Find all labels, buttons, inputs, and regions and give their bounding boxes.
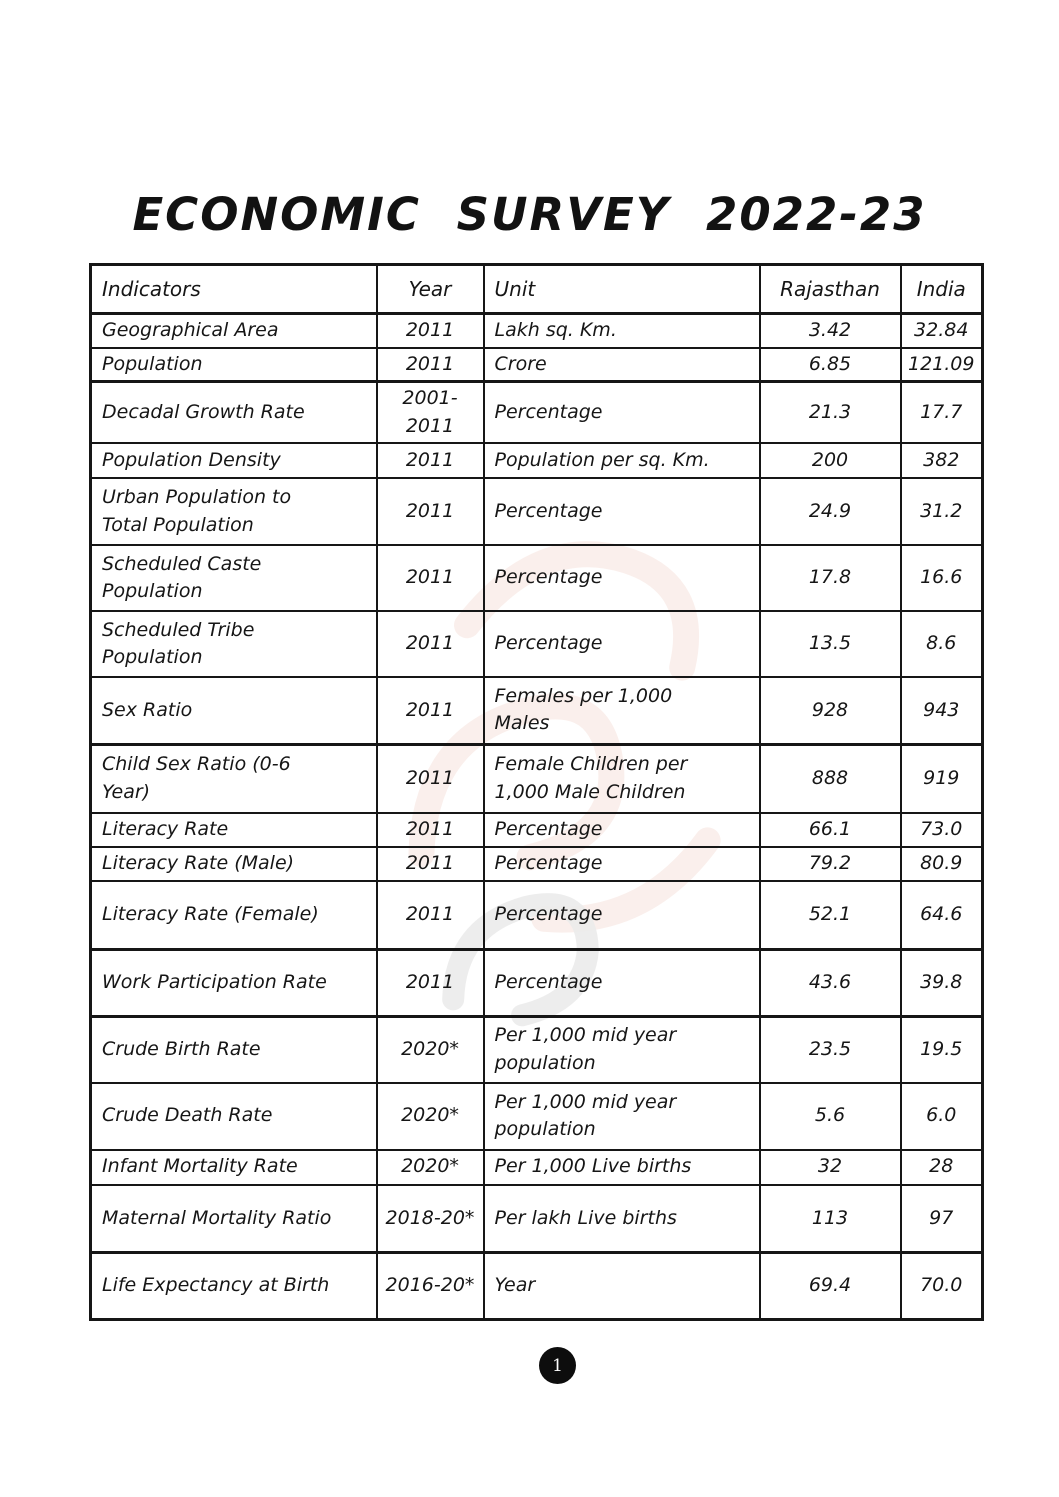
- table-cell: 52.1: [760, 881, 901, 950]
- table-cell: Female Children per 1,000 Male Children: [484, 744, 760, 813]
- table-cell: 32: [760, 1150, 901, 1185]
- indicator-cell: Population: [91, 348, 377, 382]
- table-cell: 2011: [377, 611, 484, 677]
- table-cell: 17.7: [901, 382, 983, 444]
- indicator-cell: Life Expectancy at Birth: [91, 1253, 377, 1320]
- table-cell: 79.2: [760, 847, 901, 881]
- table-cell: 23.5: [760, 1017, 901, 1083]
- table-cell: Percentage: [484, 813, 760, 847]
- table-cell: Crore: [484, 348, 760, 382]
- table-row: [91, 1017, 983, 1083]
- table-cell: Percentage: [484, 881, 760, 950]
- table-row: [91, 1253, 983, 1320]
- table-cell: Percentage: [484, 847, 760, 881]
- table-cell: 928: [760, 677, 901, 744]
- table-cell: 2001-2011: [377, 382, 484, 444]
- table-row: [91, 545, 983, 611]
- table-cell: 19.5: [901, 1017, 983, 1083]
- table-cell: 31.2: [901, 478, 983, 545]
- table-cell: 8.6: [901, 611, 983, 677]
- table-cell: 6.0: [901, 1083, 983, 1150]
- indicator-cell: Decadal Growth Rate: [91, 382, 377, 444]
- table-row: [91, 382, 983, 444]
- indicator-cell: Literacy Rate (Female): [91, 881, 377, 950]
- column-header-rajasthan: Rajasthan: [760, 265, 901, 314]
- table-cell: 80.9: [901, 847, 983, 881]
- table-cell: 69.4: [760, 1253, 901, 1320]
- indicator-cell: Crude Birth Rate: [91, 1017, 377, 1083]
- indicator-cell: Work Participation Rate: [91, 950, 377, 1017]
- table-cell: Percentage: [484, 611, 760, 677]
- table-cell: 2011: [377, 744, 484, 813]
- indicators-table: [89, 263, 984, 1321]
- table-cell: 2011: [377, 478, 484, 545]
- table-cell: 39.8: [901, 950, 983, 1017]
- table-cell: 43.6: [760, 950, 901, 1017]
- table-cell: Females per 1,000 Males: [484, 677, 760, 744]
- table-cell: 97: [901, 1185, 983, 1253]
- table-cell: Percentage: [484, 950, 760, 1017]
- page-number-badge: [539, 1347, 576, 1384]
- table-cell: 21.3: [760, 382, 901, 444]
- table-cell: 2011: [377, 314, 484, 348]
- table-cell: Per 1,000 mid year population: [484, 1017, 760, 1083]
- table-cell: 2011: [377, 677, 484, 744]
- table-cell: 200: [760, 443, 901, 478]
- table-row: [91, 443, 983, 478]
- table-cell: 888: [760, 744, 901, 813]
- table-cell: 66.1: [760, 813, 901, 847]
- table-cell: 2020*: [377, 1150, 484, 1185]
- table-cell: 2020*: [377, 1017, 484, 1083]
- table-cell: Percentage: [484, 478, 760, 545]
- table-cell: 5.6: [760, 1083, 901, 1150]
- table-row: [91, 478, 983, 545]
- table-cell: 16.6: [901, 545, 983, 611]
- table-row: [91, 677, 983, 744]
- indicator-cell: Child Sex Ratio (0-6 Year): [91, 744, 377, 813]
- table-row: [91, 950, 983, 1017]
- indicator-cell: Maternal Mortality Ratio: [91, 1185, 377, 1253]
- table-cell: 2011: [377, 881, 484, 950]
- table-cell: Per lakh Live births: [484, 1185, 760, 1253]
- table-cell: 2018-20*: [377, 1185, 484, 1253]
- indicator-cell: Sex Ratio: [91, 677, 377, 744]
- indicator-cell: Population Density: [91, 443, 377, 478]
- table-cell: 919: [901, 744, 983, 813]
- table-cell: 121.09: [901, 348, 983, 382]
- column-header-indicators: Indicators: [91, 265, 377, 314]
- table-cell: Lakh sq. Km.: [484, 314, 760, 348]
- table-cell: Per 1,000 mid year population: [484, 1083, 760, 1150]
- page-title: ECONOMIC SURVEY 2022-23: [132, 188, 927, 241]
- table-cell: 2011: [377, 348, 484, 382]
- table-cell: 17.8: [760, 545, 901, 611]
- table-cell: 13.5: [760, 611, 901, 677]
- table-cell: Percentage: [484, 545, 760, 611]
- indicator-cell: Urban Population to Total Population: [91, 478, 377, 545]
- column-header-year: Year: [377, 265, 484, 314]
- table-row: [91, 1083, 983, 1150]
- table-cell: 70.0: [901, 1253, 983, 1320]
- indicator-cell: Literacy Rate: [91, 813, 377, 847]
- indicator-cell: Scheduled Tribe Population: [91, 611, 377, 677]
- page-number: 1: [552, 1355, 563, 1376]
- table-header-row: [91, 265, 983, 314]
- table-row: [91, 1150, 983, 1185]
- table-row: [91, 611, 983, 677]
- table-cell: 113: [760, 1185, 901, 1253]
- table-cell: 2016-20*: [377, 1253, 484, 1320]
- table-cell: Per 1,000 Live births: [484, 1150, 760, 1185]
- table-cell: 64.6: [901, 881, 983, 950]
- table-row: [91, 744, 983, 813]
- indicator-cell: Scheduled Caste Population: [91, 545, 377, 611]
- table-cell: 943: [901, 677, 983, 744]
- table-cell: 6.85: [760, 348, 901, 382]
- table-cell: 2020*: [377, 1083, 484, 1150]
- table-cell: 2011: [377, 545, 484, 611]
- table-cell: Population per sq. Km.: [484, 443, 760, 478]
- table-row: [91, 348, 983, 382]
- table-row: [91, 314, 983, 348]
- table-cell: 2011: [377, 847, 484, 881]
- indicator-cell: Geographical Area: [91, 314, 377, 348]
- table-row: [91, 1185, 983, 1253]
- indicator-cell: Infant Mortality Rate: [91, 1150, 377, 1185]
- table-cell: Year: [484, 1253, 760, 1320]
- table-cell: 32.84: [901, 314, 983, 348]
- indicator-cell: Literacy Rate (Male): [91, 847, 377, 881]
- indicator-cell: Crude Death Rate: [91, 1083, 377, 1150]
- column-header-unit: Unit: [484, 265, 760, 314]
- table-cell: 382: [901, 443, 983, 478]
- table-cell: 24.9: [760, 478, 901, 545]
- table-cell: 2011: [377, 950, 484, 1017]
- table-cell: Percentage: [484, 382, 760, 444]
- table-cell: 3.42: [760, 314, 901, 348]
- column-header-india: India: [901, 265, 983, 314]
- table-row: [91, 881, 983, 950]
- table-cell: 73.0: [901, 813, 983, 847]
- table-cell: 2011: [377, 813, 484, 847]
- table-row: [91, 813, 983, 847]
- table-cell: 2011: [377, 443, 484, 478]
- table-cell: 28: [901, 1150, 983, 1185]
- table-row: [91, 847, 983, 881]
